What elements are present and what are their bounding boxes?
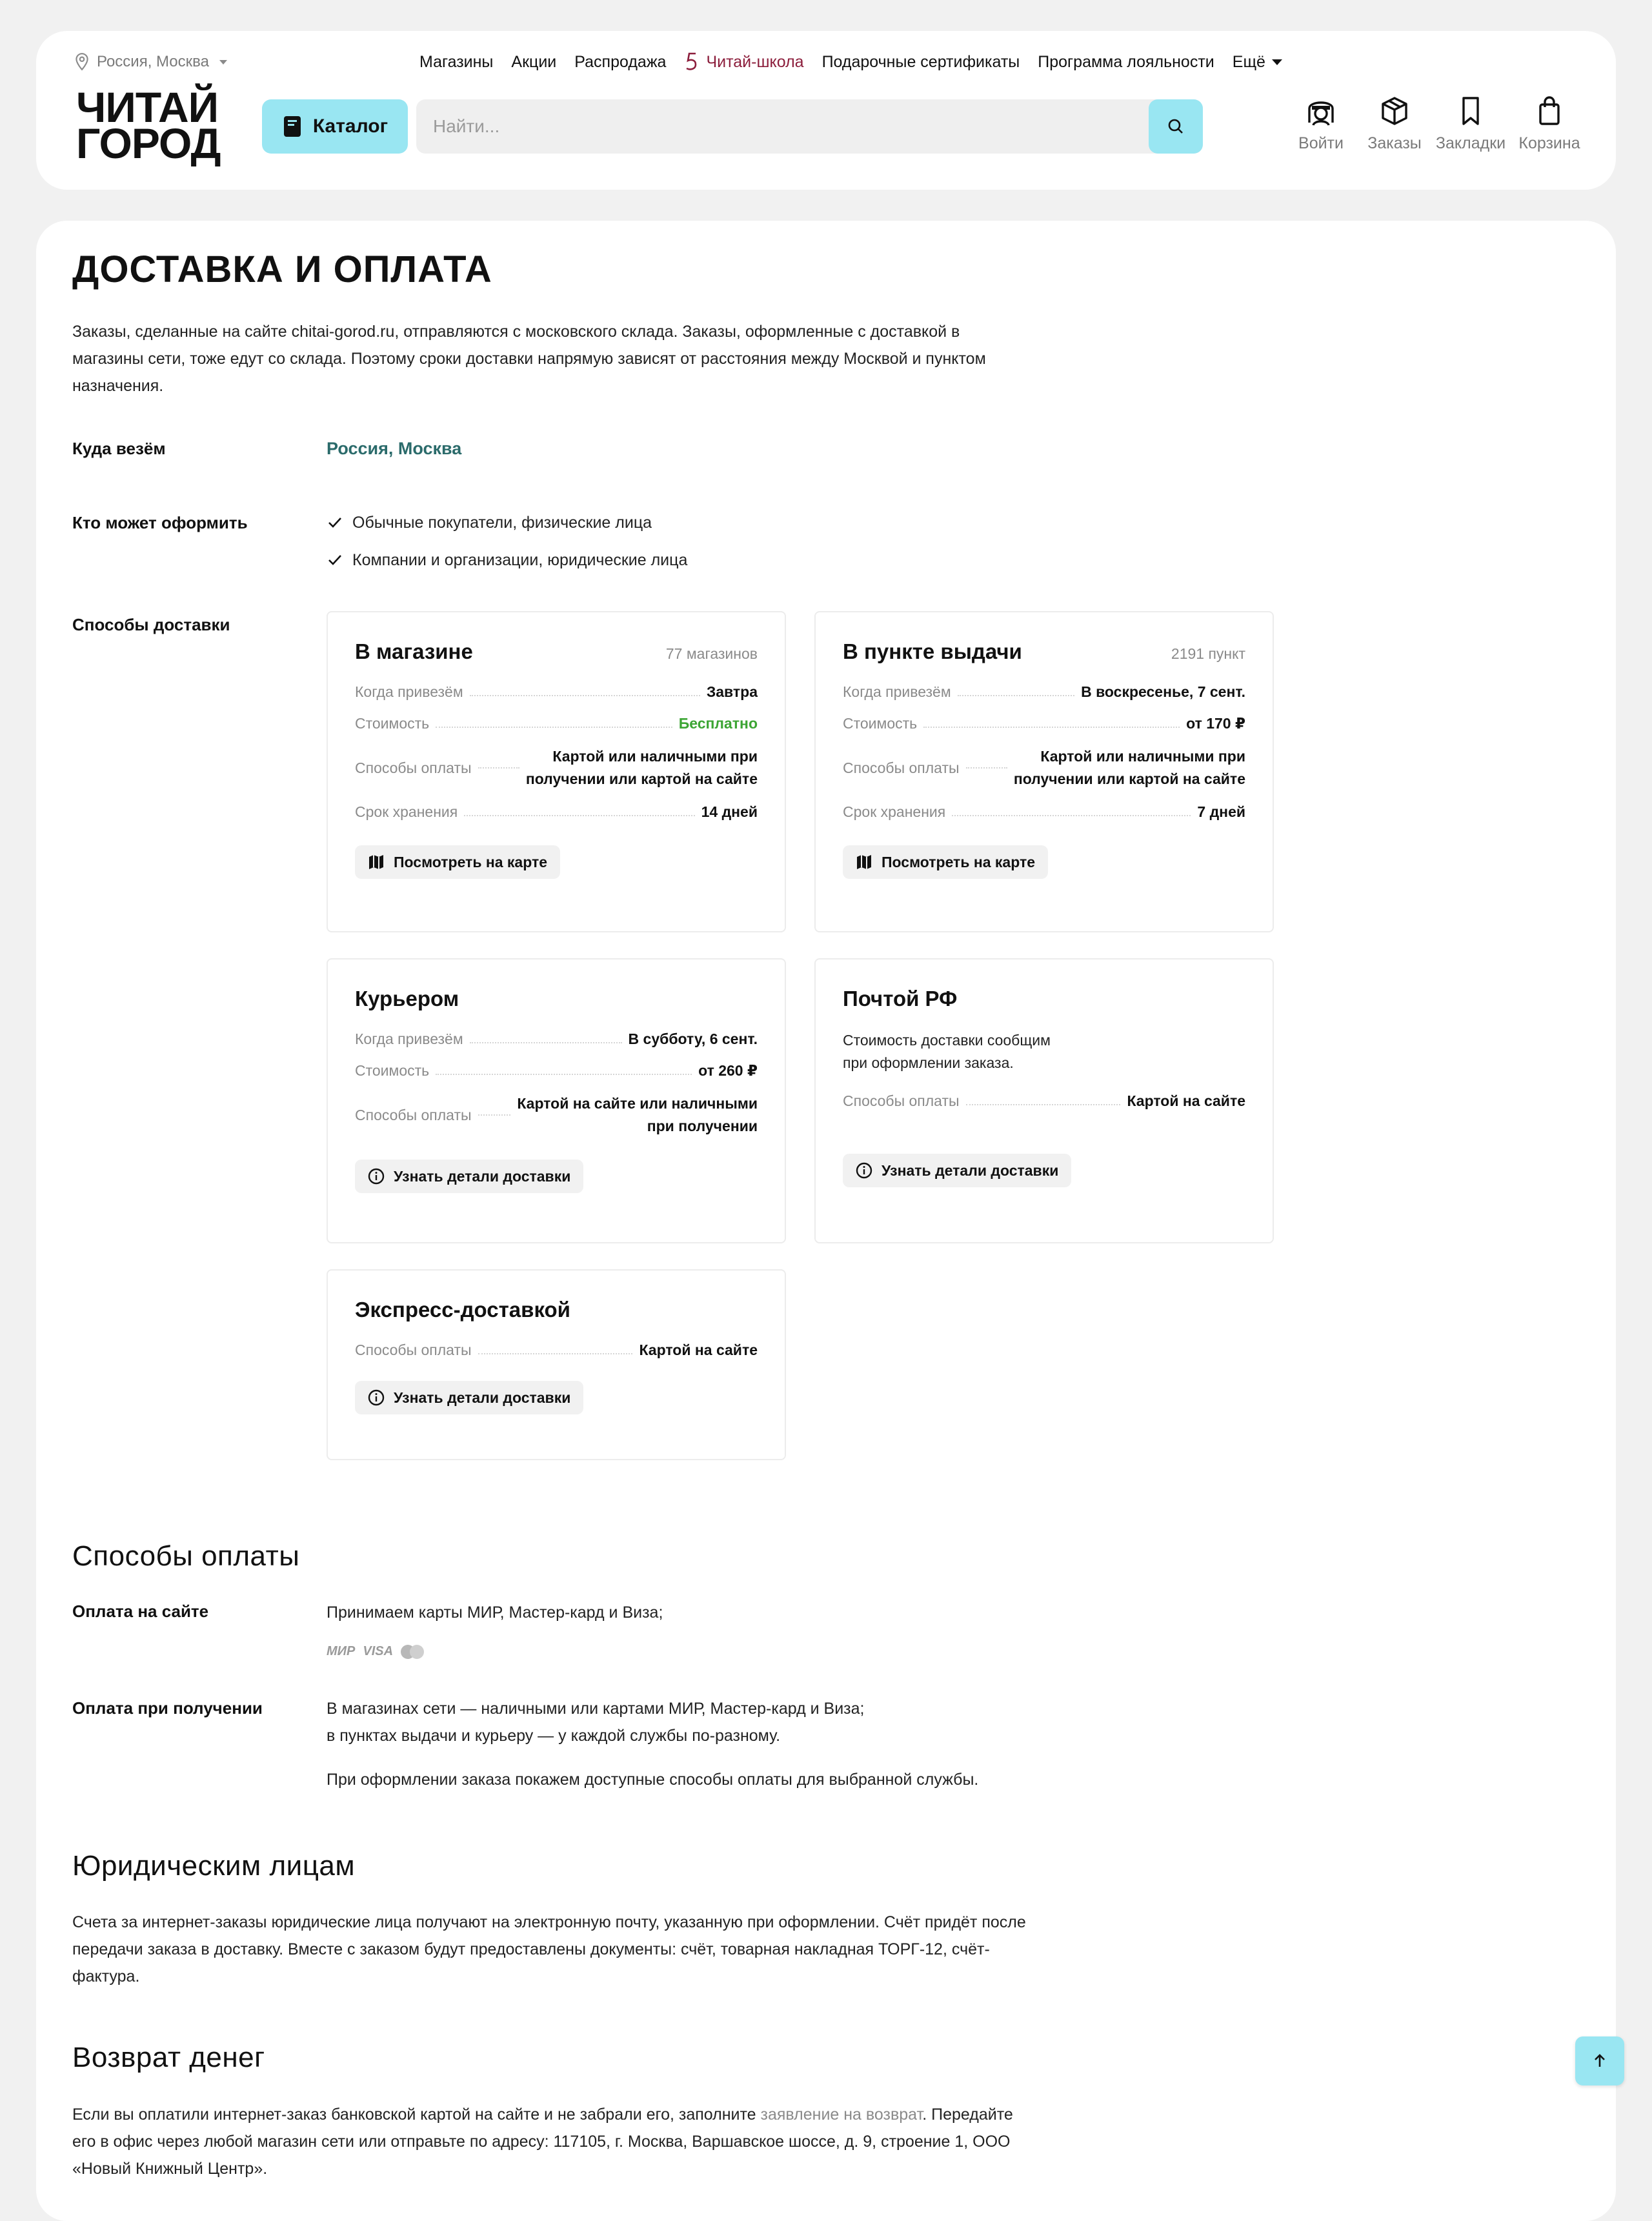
view-on-map-button[interactable]: Посмотреть на карте [355, 845, 560, 879]
card-title: Почтой РФ [843, 987, 958, 1010]
check-icon [327, 552, 343, 568]
mastercard-icon [401, 1645, 424, 1659]
post-note: Стоимость доставки сообщим при оформлении заказа. [843, 1032, 1051, 1071]
legal-text: Счета за интернет-заказы юридические лица получают на электронную почту, указанную при оформлении. Счёт придёт после передачи заказа в доставку. Вместе с заказом будут предоставлены документы: счёт, товарная накладная ТОРГ-12, счёт-фактура. [72, 1913, 1026, 1985]
info-row: Способы оплаты Картой или наличными при получении или картой на сайте [355, 748, 758, 787]
who-list [327, 512, 687, 571]
top-nav [419, 52, 1282, 72]
info-row: Когда привезём Завтра [355, 683, 758, 700]
on-receipt-label: Оплата при получении [72, 1698, 263, 1718]
orders-button[interactable]: Заказы [1359, 94, 1430, 164]
scroll-to-top-button[interactable] [1575, 2036, 1624, 2085]
delivery-card-store [327, 611, 786, 932]
location-selector[interactable] [74, 53, 227, 71]
where-link[interactable]: Россия, Москва [327, 439, 462, 458]
user-icon [1303, 94, 1339, 128]
site-logo[interactable]: ЧИТАЙ ГОРОД [76, 83, 221, 167]
info-icon [368, 1389, 385, 1406]
location-text: Россия, Москва [97, 53, 209, 70]
catalog-button[interactable]: Каталог [262, 99, 408, 154]
delivery-details-button[interactable]: Узнать детали доставки [843, 1154, 1071, 1187]
payment-logos [327, 1644, 424, 1659]
search-button[interactable] [1149, 99, 1203, 154]
card-title: Экспресс-доставкой [355, 1298, 570, 1322]
bookmark-icon [1453, 94, 1489, 128]
delivery-details-button[interactable]: Узнать детали доставки [355, 1160, 583, 1193]
card-title: В пункте выдачи [843, 639, 1022, 663]
delivery-card-post [814, 958, 1274, 1243]
on-receipt-note: При оформлении заказа покажем доступные способы оплаты для выбранной службы. [327, 1771, 979, 1789]
delivery-card-pickup [814, 611, 1274, 932]
info-row: Способы оплаты Картой на сайте или наличными при получении [355, 1095, 758, 1134]
delivery-card-courier [327, 958, 786, 1243]
info-row: Стоимость Бесплатно [355, 715, 758, 732]
delivery-details-button[interactable]: Узнать детали доставки [355, 1381, 583, 1414]
list-item: Компании и организации, юридические лица [327, 549, 687, 571]
book-icon [282, 115, 303, 138]
nav-stores[interactable]: Магазины [419, 52, 494, 71]
school-logo-icon [684, 52, 701, 72]
info-icon [368, 1168, 385, 1185]
search-icon [1167, 117, 1185, 136]
card-count: 2191 пункт [1171, 645, 1245, 662]
online-payment-label: Оплата на сайте [72, 1602, 209, 1621]
card-title: Курьером [355, 987, 459, 1010]
info-row: Срок хранения 14 дней [355, 803, 758, 820]
info-row: Способы оплаты Картой на сайте [355, 1342, 758, 1358]
map-icon [856, 854, 872, 870]
search-input[interactable] [416, 99, 1149, 154]
nav-sale[interactable]: Распродажа [574, 52, 667, 71]
info-row: Когда привезём В воскресенье, 7 сент. [843, 683, 1245, 700]
payment-heading: Способы оплаты [72, 1540, 300, 1572]
search-bar [416, 99, 1203, 154]
online-payment-text: Принимаем карты МИР, Мастер-кард и Виза; [327, 1603, 663, 1622]
legal-heading: Юридическим лицам [72, 1850, 356, 1882]
cart-button[interactable]: Корзина [1514, 94, 1585, 164]
nav-promos[interactable]: Акции [511, 52, 557, 71]
info-row: Способы оплаты Картой на сайте [843, 1092, 1245, 1109]
info-row: Стоимость от 260 ₽ [355, 1062, 758, 1079]
delivery-label: Способы доставки [72, 615, 230, 634]
box-icon [1376, 94, 1413, 128]
refund-text: Если вы оплатили интернет-заказ банковской картой на сайте и не забрали его, заполните заявление на возврат. Передайте его в офис через любой магазин сети или отправьте по адресу: 117105, г. Москва, Варшавское шоссе, д. 9, строение 1, ООО «Новый Книжный Центр». [72, 2105, 1013, 2178]
visa-logo: VISA [363, 1644, 394, 1658]
info-row: Срок хранения 7 дней [843, 803, 1245, 820]
intro-text: Заказы, сделанные на сайте chitai-gorod.ru, отправляются с московского склада. Заказы, оформленные с доставкой в магазины сети, тоже едут со склада. Поэтому сроки доставки напрямую зависят от расстояния между Москвой и пунктом назначения. [72, 323, 986, 395]
info-row: Способы оплаты Картой или наличными при получении или картой на сайте [843, 748, 1245, 787]
nav-loyalty[interactable]: Программа лояльности [1038, 52, 1214, 71]
login-button[interactable]: Войти [1285, 94, 1356, 164]
bag-icon [1531, 94, 1567, 128]
on-receipt-text: В магазинах сети — наличными или картами МИР, Мастер-кард и Виза; в пунктах выдачи и курьеру — у каждой службы по-разному. [327, 1700, 865, 1745]
check-icon [327, 514, 343, 531]
where-label: Куда везём [72, 439, 166, 458]
site-header [36, 31, 1616, 190]
who-label: Кто может оформить [72, 513, 248, 532]
nav-more[interactable]: Ещё [1233, 53, 1282, 72]
chevron-down-icon [219, 60, 227, 65]
bookmarks-button[interactable]: Закладки [1435, 94, 1506, 164]
mir-logo: МИР [327, 1644, 356, 1658]
refund-form-link[interactable]: заявление на возврат [760, 2105, 923, 2124]
location-pin-icon [74, 52, 90, 72]
card-title: В магазине [355, 639, 473, 663]
refund-heading: Возврат денег [72, 2042, 265, 2073]
card-count: 77 магазинов [665, 645, 758, 662]
info-row: Стоимость от 170 ₽ [843, 715, 1245, 732]
view-on-map-button[interactable]: Посмотреть на карте [843, 845, 1048, 879]
arrow-up-icon [1592, 2053, 1607, 2069]
nav-gift-cards[interactable]: Подарочные сертификаты [821, 52, 1020, 71]
info-icon [856, 1162, 872, 1179]
list-item: Обычные покупатели, физические лица [327, 512, 687, 534]
delivery-card-express [327, 1269, 786, 1460]
map-icon [368, 854, 385, 870]
page-title: ДОСТАВКА И ОПЛАТА [72, 248, 492, 290]
chevron-down-icon [1272, 59, 1282, 65]
nav-school[interactable]: Читай-школа [684, 52, 803, 72]
info-row: Когда привезём В субботу, 6 сент. [355, 1030, 758, 1047]
